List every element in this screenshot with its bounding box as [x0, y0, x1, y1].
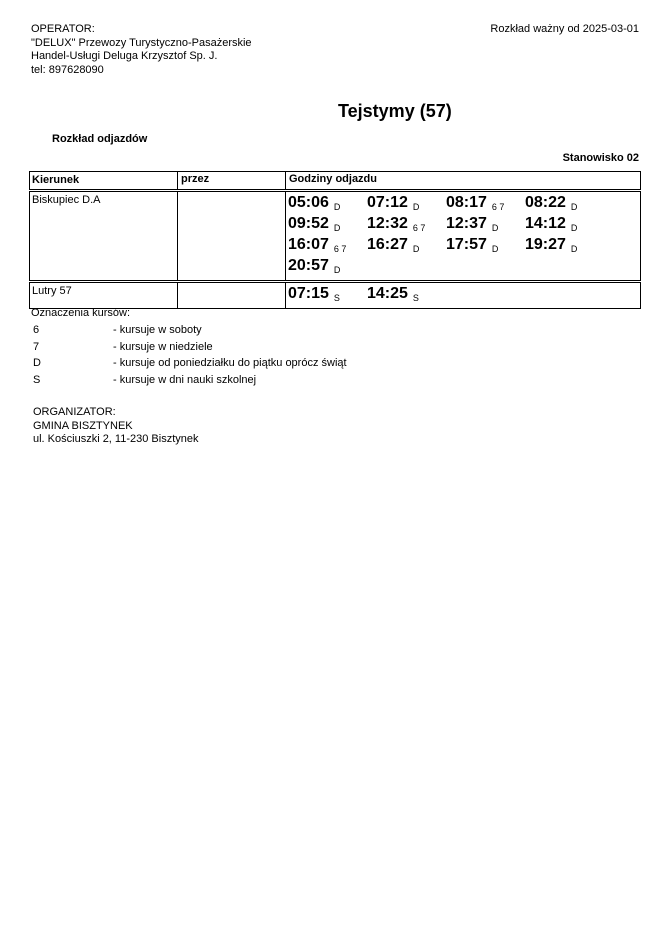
organizer-block — [33, 406, 198, 447]
organizer-address: ul. Kościuszki 2, 11-230 Bisztynek — [33, 433, 199, 445]
departure-time — [525, 215, 604, 233]
departure-hour: 17:57 — [446, 236, 487, 253]
legend-item — [33, 339, 347, 356]
legend-description: - kursuje w dni nauki szkolnej — [113, 373, 257, 386]
departure-hour: 08:22 — [525, 194, 566, 211]
table-header-row — [30, 172, 641, 190]
legend-item — [33, 372, 347, 389]
departure-time — [446, 236, 525, 254]
departure-hour: 09:52 — [288, 215, 329, 232]
legend-description: - kursuje w soboty — [113, 324, 202, 337]
course-mark: D — [570, 202, 578, 212]
departure-time — [288, 194, 367, 212]
operator-label: OPERATOR: — [31, 23, 95, 35]
departure-time — [367, 194, 446, 212]
legend-title: Oznaczenia kursów: — [31, 307, 131, 319]
departure-hour: 12:37 — [446, 215, 487, 232]
departure-time — [288, 215, 367, 233]
departure-time — [367, 236, 446, 254]
course-mark: D — [333, 202, 341, 212]
departure-time — [288, 236, 367, 254]
times-line — [288, 257, 640, 278]
operator-company: Handel-Usługi Deluga Krzysztof Sp. J. — [31, 50, 218, 62]
stop-title: Tejstymy (57) — [338, 101, 452, 121]
legend-code: 6 — [33, 324, 40, 337]
times-line — [288, 194, 640, 215]
course-mark: 6 7 — [333, 244, 347, 254]
header-times: Godziny odjazdu — [286, 172, 641, 190]
operator-name: "DELUX" Przewozy Turystyczno-Pasażerskie — [31, 36, 252, 49]
direction-cell: Lutry 57 — [30, 283, 178, 309]
times-line — [288, 215, 640, 236]
course-mark: 6 7 — [491, 202, 505, 212]
departure-time — [288, 285, 367, 303]
legend-item — [33, 355, 347, 372]
departure-hour: 05:06 — [288, 194, 329, 211]
departure-time — [446, 194, 525, 212]
course-mark: S — [412, 293, 419, 303]
organizer-label: ORGANIZATOR: — [33, 406, 116, 418]
course-mark: D — [412, 244, 420, 254]
legend-description: - kursuje w niedziele — [113, 340, 213, 353]
table-row — [30, 192, 641, 281]
departure-time — [367, 215, 446, 233]
legend-item — [33, 322, 347, 339]
course-mark: S — [333, 293, 340, 303]
schedule-subtitle: Rozkład odjazdów — [52, 133, 148, 145]
departure-hour: 14:25 — [367, 285, 408, 302]
header-via: przez — [178, 172, 286, 190]
course-mark: D — [412, 202, 420, 212]
departure-time — [288, 257, 367, 275]
departure-hour: 07:12 — [367, 194, 408, 211]
departure-hour: 19:27 — [525, 236, 566, 253]
departure-hour: 14:12 — [525, 215, 566, 232]
platform-label: Stanowisko 02 — [562, 152, 639, 164]
course-mark: D — [333, 223, 341, 233]
course-mark: D — [491, 223, 499, 233]
departure-time — [367, 285, 446, 303]
table-row — [30, 283, 641, 309]
departure-times-cell — [286, 192, 641, 281]
legend-code: S — [33, 373, 41, 386]
course-mark: D — [333, 265, 341, 275]
departure-hour: 16:27 — [367, 236, 408, 253]
departure-time — [525, 194, 604, 212]
departure-table — [29, 171, 641, 309]
via-cell — [178, 192, 286, 281]
departure-hour: 20:57 — [288, 257, 329, 274]
departure-hour: 07:15 — [288, 285, 329, 302]
times-line — [288, 285, 640, 306]
legend-list — [33, 322, 347, 388]
via-cell — [178, 283, 286, 309]
direction-cell: Biskupiec D.A — [30, 192, 178, 281]
operator-block — [31, 23, 252, 77]
course-mark: 6 7 — [412, 223, 426, 233]
legend-code: 7 — [33, 340, 40, 353]
legend-description: - kursuje od poniedziałku do piątku oprócz świąt — [113, 357, 347, 370]
organizer-name: GMINA BISZTYNEK — [33, 419, 133, 432]
header-direction: Kierunek — [30, 172, 178, 190]
departure-time — [525, 236, 604, 254]
course-mark: D — [570, 244, 578, 254]
times-line — [288, 236, 640, 257]
operator-phone: tel: 897628090 — [31, 63, 104, 76]
departure-hour: 16:07 — [288, 236, 329, 253]
legend-code: D — [33, 357, 41, 370]
course-mark: D — [491, 244, 499, 254]
table-body — [30, 190, 641, 309]
departure-times-cell — [286, 283, 641, 309]
course-mark: D — [570, 223, 578, 233]
valid-from: Rozkład ważny od 2025-03-01 — [490, 23, 639, 35]
departure-hour: 08:17 — [446, 194, 487, 211]
departure-hour: 12:32 — [367, 215, 408, 232]
departure-time — [446, 215, 525, 233]
